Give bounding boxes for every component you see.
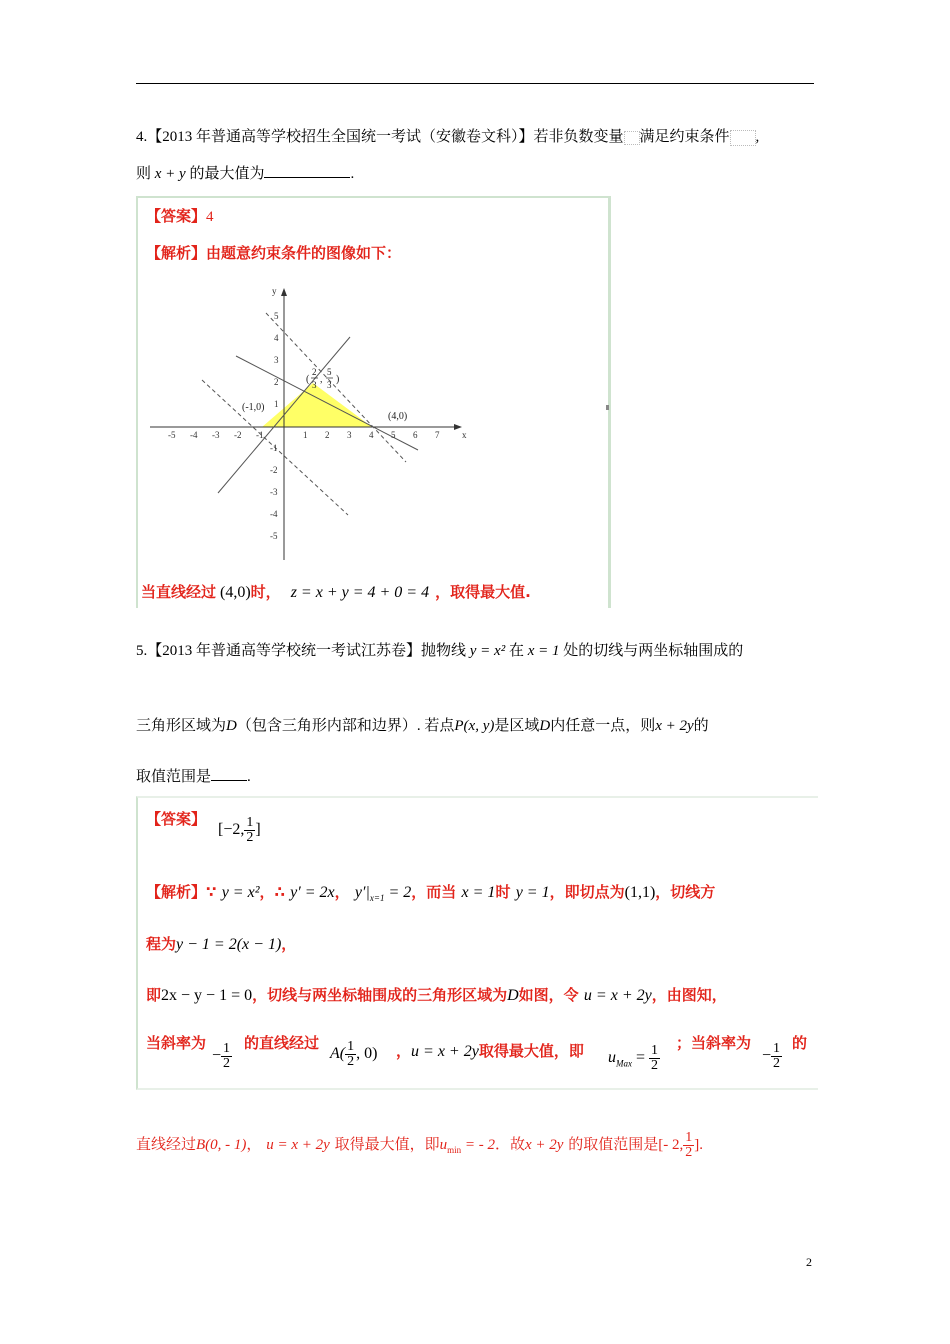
x-tick: 2 <box>325 430 330 440</box>
point-label-top: ( <box>306 374 310 385</box>
constraint-graph <box>146 282 476 564</box>
slope-fraction-1: − $\frac{1}{2}$ <box>212 1041 231 1071</box>
y-tick: -4 <box>270 509 278 519</box>
analysis-label: 【解析】 <box>146 244 207 262</box>
x-tick: -2 <box>234 430 242 440</box>
y-tick: 1 <box>274 399 279 409</box>
question-5-line2: 三角形区域为D（包含三角形内部和边界）. 若点P(x, y)是区域D内任意一点，则x + 2y的 <box>136 718 709 734</box>
analysis-5-tail: 直线经过B(0, - 1)， u = x + 2y 取得最大值，即$u_{min}$ = - 2．故x + 2y 的取值范围是[- 2, $\frac{1}{2}$ ]. <box>136 1130 703 1160</box>
x-tick: 3 <box>347 430 352 440</box>
y-tick: 3 <box>274 355 279 365</box>
y-tick: 4 <box>274 333 279 343</box>
svg-text:3: 3 <box>327 380 332 390</box>
question-4-prefix: 4.【2013 年普通高等学校招生全国统一考试（安徽卷文科）】若非负数变量 <box>136 129 624 145</box>
page-number: 2 <box>806 1255 812 1269</box>
question-4-mid: 满足约束条件 <box>639 129 730 145</box>
constraint-image-placeholder <box>730 130 756 146</box>
analysis-text: 由题意约束条件的图像如下： <box>206 244 402 262</box>
x-tick: 4 <box>369 430 374 440</box>
question-4-expression: x + y <box>154 166 186 182</box>
answer-blank <box>211 766 247 781</box>
analysis-5-line4: 当斜率为 <box>146 1034 207 1052</box>
x-tick: -3 <box>212 430 220 440</box>
answer-5-value: [−2, $\frac{1}{2}$ ] <box>218 815 261 845</box>
analysis-5-line2: 程为y − 1 = 2(x − 1)， <box>146 935 297 953</box>
point-label-left: (-1,0) <box>242 402 265 413</box>
question-4-line1: 4.【2013 年普通高等学校招生全国统一考试（安徽卷文科）】若非负数变量 满足约束条件 , <box>136 129 760 145</box>
conclusion-point: (4,0) <box>220 584 251 601</box>
y-tick: -1 <box>270 443 278 453</box>
analysis-4-line <box>146 242 401 263</box>
svg-text:5: 5 <box>327 367 332 377</box>
x-tick: 1 <box>303 430 308 440</box>
answer-4-conclusion: 当直线经过 (4,0)时， z = x + y = 4 + 0 = 4 ，取得最大值. <box>141 583 531 601</box>
slope-fraction-2: − $\frac{1}{2}$ <box>762 1041 781 1071</box>
analysis-5-line1: 【解析】∵ y = x²，∴ y′ = 2x， $y'|_{x=1} = 2$，而当 x = 1时 y = 1，即切点为(1,1)，切线方 <box>146 883 716 904</box>
dashed-max-line <box>266 313 406 462</box>
y-tick: 5 <box>274 311 279 321</box>
y-tick: 2 <box>274 377 279 387</box>
svg-text:): ) <box>336 374 340 385</box>
answer-4-line <box>146 205 214 226</box>
x-tick: -5 <box>168 430 176 440</box>
u-max: $u_{Max}$ = $\frac{1}{2}$ <box>608 1043 659 1073</box>
x-tick: 7 <box>435 430 440 440</box>
x-tick: 6 <box>413 430 418 440</box>
x-tick: -4 <box>190 430 198 440</box>
point-label-right: (4,0) <box>388 411 408 422</box>
answer-value: 4 <box>206 209 214 225</box>
header-rule <box>136 83 814 84</box>
y-tick: -3 <box>270 487 278 497</box>
question-5-line3: 取值范围是 . <box>136 766 251 787</box>
svg-text:3: 3 <box>312 380 317 390</box>
question-4-line2: 则 x + y 的最大值为 . <box>136 163 354 184</box>
y-tick: -5 <box>270 531 278 541</box>
answer-blank <box>264 163 350 178</box>
side-marker <box>606 405 609 410</box>
x-tick: 5 <box>391 430 396 440</box>
x-axis-arrow <box>454 424 462 430</box>
variable-image-placeholder <box>624 131 640 145</box>
analysis-5-line3: 即2x − y − 1 = 0，切线与两坐标轴围成的三角形区域为D如图，令 u = x + 2y，由图知， <box>146 986 727 1004</box>
svg-text:,: , <box>320 374 323 385</box>
y-tick: -2 <box>270 465 278 475</box>
conclusion-expression: z = x + y = 4 + 0 = 4 <box>290 584 430 601</box>
svg-text:2: 2 <box>312 367 317 377</box>
answer-label: 【答案】 <box>146 207 207 225</box>
point-A: A( $\frac{1}{2}$ , 0) <box>330 1039 378 1069</box>
x-axis-label: x <box>462 430 467 440</box>
question-5-line1: 5.【2013 年普通高等学校统一考试江苏卷】抛物线 y = x² 在 x = 1 处的切线与两坐标轴围成的 <box>136 643 744 659</box>
x-tick: -1 <box>256 430 264 440</box>
y-axis-label: y <box>272 286 277 296</box>
parabola-expression: y = x² <box>469 643 506 659</box>
y-axis-arrow <box>281 288 287 296</box>
feasible-region <box>262 383 372 427</box>
answer-5-label: 【答案】 <box>146 810 207 828</box>
